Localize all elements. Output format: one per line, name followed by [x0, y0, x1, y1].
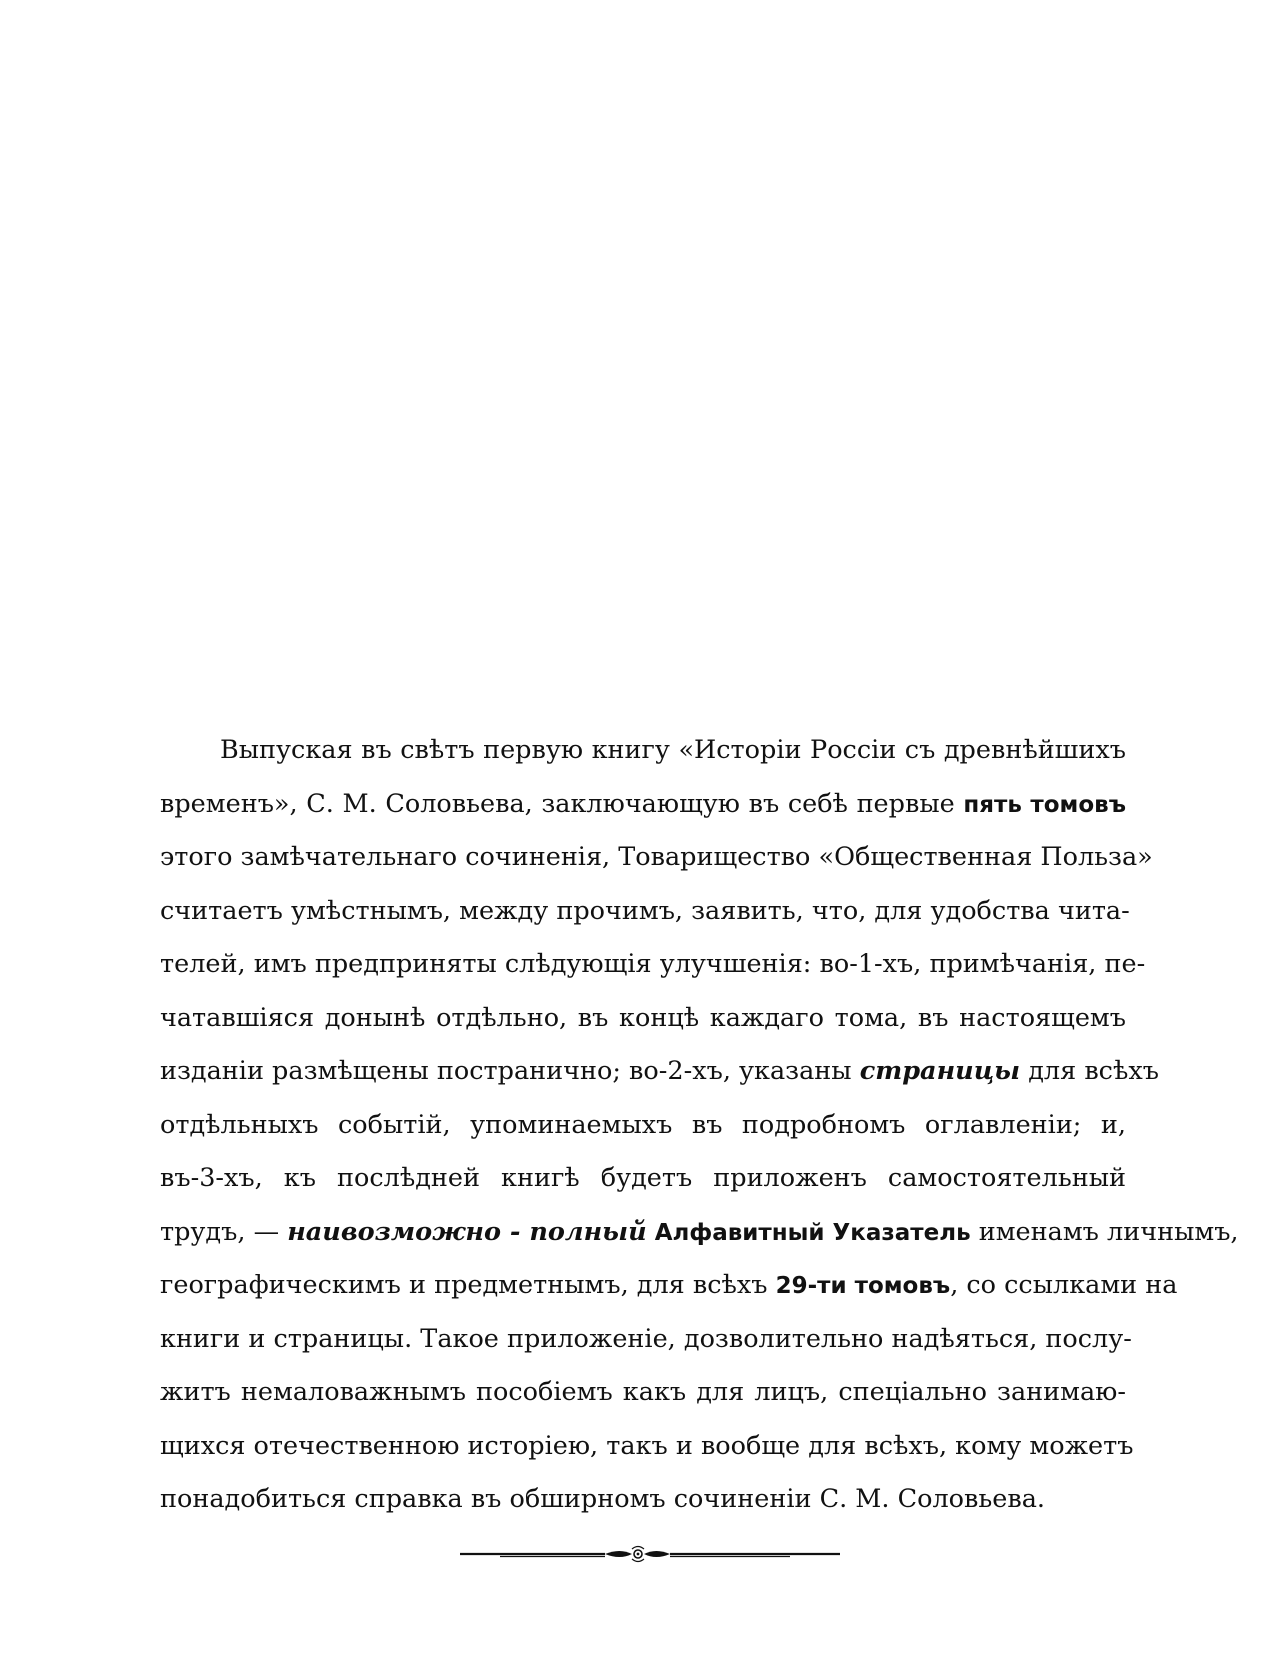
text-run: книги и страницы. Такое приложеніе, дозволительно надѣяться, послу-: [160, 1323, 1132, 1354]
text-run: понадобиться справка въ обширномъ сочиненіи С. М. Соловьева.: [160, 1484, 1046, 1514]
text-run: временъ», С. М. Соловьева, заключающую въ себѣ первые: [160, 788, 964, 819]
text-line: [160, 1366, 1126, 1420]
text-line: [160, 992, 1126, 1046]
text-run: въ-3-хъ, къ послѣдней книгѣ будетъ приложенъ самостоятельный: [160, 1163, 1126, 1193]
text-line: [160, 1099, 1126, 1153]
text-run: телей, имъ предприняты слѣдующія улучшенія: во-1-хъ, примѣчанія, пе-: [160, 949, 1146, 979]
text-line: [160, 1313, 1132, 1367]
text-line: [160, 778, 1126, 832]
emphasized-text: 29-ти томовъ: [775, 1273, 951, 1299]
text-run: Выпуская въ свѣтъ первую книгу «Исторіи Россіи съ древнѣйшихъ: [220, 735, 1126, 765]
text-run: [647, 1217, 655, 1247]
text-line: [160, 885, 1130, 939]
text-run: , со ссылками на: [950, 1270, 1178, 1300]
text-line: [160, 724, 1126, 778]
text-line: [160, 831, 1153, 885]
text-run: чатавшіяся донынѣ отдѣльно, въ концѣ каждаго тома, въ настоящемъ: [160, 1002, 1126, 1033]
text-run: именамъ личнымъ,: [970, 1216, 1239, 1247]
text-run: отдѣльныхъ событій, упоминаемыхъ въ подробномъ оглавленіи; и,: [160, 1109, 1126, 1140]
text-run: изданіи размѣщены постранично; во-2-хъ, указаны: [160, 1056, 860, 1086]
publisher-notice-paragraph: [160, 724, 1239, 1527]
text-line: [160, 1473, 1126, 1527]
text-run: для всѣхъ: [1020, 1056, 1159, 1086]
emphasized-text: Алфавитный Указатель: [654, 1219, 971, 1246]
text-run: трудъ, —: [160, 1216, 288, 1247]
text-line: [160, 1259, 1178, 1313]
text-run: географическимъ и предметнымъ, для всѣхъ: [160, 1270, 776, 1300]
emphasized-text: пять томовъ: [963, 791, 1126, 818]
text-run: этого замѣчательнаго сочиненія, Товарищество «Общественная Польза»: [160, 842, 1153, 872]
emphasized-text: наивозможно - полный: [287, 1216, 647, 1247]
text-line: [160, 1045, 1159, 1099]
text-line: [160, 1206, 1239, 1260]
emphasized-text: страницы: [859, 1056, 1021, 1086]
text-line: [160, 1420, 1134, 1474]
text-line: [160, 938, 1146, 992]
rule-ornament-icon: [460, 1544, 840, 1564]
text-run: щихся отечественною исторіею, такъ и вообще для всѣхъ, кому можетъ: [160, 1430, 1134, 1461]
text-line: [160, 1152, 1126, 1206]
text-run: считаетъ умѣстнымъ, между прочимъ, заявить, что, для удобства чита-: [160, 895, 1130, 926]
text-run: житъ немаловажнымъ пособіемъ какъ для лицъ, спеціально занимаю-: [160, 1377, 1126, 1407]
